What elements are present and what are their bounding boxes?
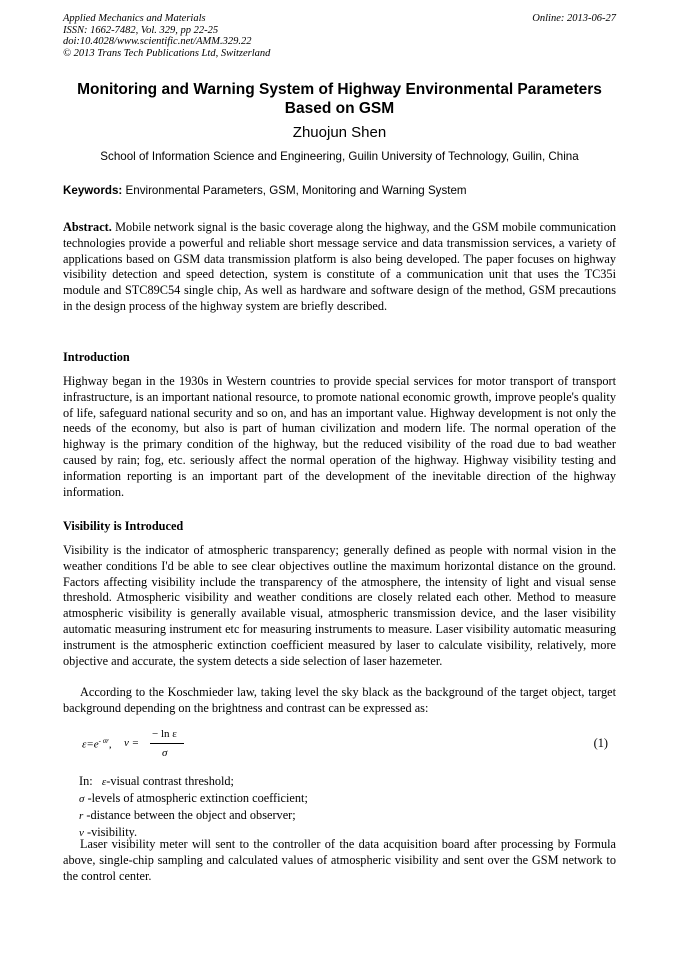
definition-text: -visibility. — [86, 825, 138, 839]
online-date: Online: 2013-06-27 — [532, 13, 616, 24]
paper-title: Monitoring and Warning System of Highway Environmental Parameters Based on GSM — [77, 81, 602, 117]
doi-line: doi:10.4028/www.scientific.net/AMM.329.22 — [63, 36, 252, 47]
journal-name: Applied Mechanics and Materials — [63, 13, 206, 24]
definition-text: -visual contrast threshold; — [106, 774, 234, 788]
author-name: Zhuojun Shen — [292, 124, 387, 141]
journal-header — [63, 13, 616, 59]
keywords-label: Keywords: — [63, 184, 123, 197]
equation-lhs-base: ε=e — [82, 738, 99, 751]
symbol-definitions — [79, 773, 616, 841]
equation-number: (1) — [593, 736, 608, 750]
equation-denominator: σ — [162, 747, 168, 759]
equation-1 — [82, 728, 616, 762]
fraction-bar — [150, 743, 184, 744]
equation-v-eq: v = — [124, 737, 140, 749]
definition-text: -distance between the object and observer; — [86, 808, 296, 822]
equation-numerator: − ln ε — [152, 728, 177, 740]
abstract — [63, 220, 616, 315]
section-heading-visibility: Visibility is Introduced — [63, 519, 184, 533]
abstract-label: Abstract. — [63, 220, 112, 234]
equation-lhs-exponent: - σr — [98, 737, 109, 745]
abstract-text: Mobile network signal is the basic coverage along the highway, and the GSM mobile communication technologies provide a powerful and reliable short message service and data transmission services, a variety of applications based on GSM data transmission platform is also being developed. The paper focuses on highway visibility detection and speed detection, system is constitute of a communication unit that uses the TC35i module and STC89C54 single chip, As well as hardware and software design of the method, GSM precautions in the design process of the highway system are briefly described. — [63, 220, 617, 313]
definition-text: -levels of atmospheric extinction coefficient; — [87, 791, 308, 805]
visibility-paragraph-1: Visibility is the indicator of atmospheric transparency; generally defined as people with normal vision in the weather conditions I'd be able to see clear objectives outline the maximum horizontal distance on the ground. Factors affecting visibility include the transparency of the atmosphere, the intensity of light and visual sense threshold. Atmospheric visibility and weather conditions are closely related each other. Method to measure atmospheric visibility is generally available visual, atmospheric transmission device, and the laser visibility automatic measuring instrument etc for measuring instruments to measure. Laser visibility automatic measuring instrument is the atmospheric extinction coefficient measured by laser to calculate visibility, relatively, more objective and accurate, the system detects a side selection of laser hazemeter. — [63, 543, 616, 668]
visibility-paragraph-3: Laser visibility meter will sent to the controller of the data acquisition board after processing by Formula above, single-chip sampling and calculated values of atmospheric visibility and sent over the GSM network to the control center. — [63, 837, 616, 883]
definition-item — [79, 790, 616, 807]
definition-item — [79, 807, 616, 824]
symbol-v: v — [79, 827, 84, 839]
section-heading-introduction: Introduction — [63, 350, 130, 364]
symbol-epsilon: ε — [101, 776, 107, 788]
equation-separator: , — [108, 738, 112, 751]
definitions-lead: In: — [79, 774, 93, 788]
visibility-paragraph-2: According to the Koschmieder law, taking level the sky black as the background of the target object, target background depending on the brightness and contrast can be expressed as: — [63, 685, 616, 715]
author-affiliation: School of Information Science and Engineering, Guilin University of Technology, Guilin, China — [100, 150, 579, 163]
issn-line: ISSN: 1662-7482, Vol. 329, pp 22-25 — [63, 24, 219, 36]
copyright-line: © 2013 Trans Tech Publications Ltd, Switzerland — [63, 47, 271, 59]
symbol-r: r — [79, 810, 84, 822]
keywords-text: Environmental Parameters, GSM, Monitoring and Warning System — [125, 184, 467, 197]
introduction-paragraph: Highway began in the 1930s in Western countries to provide special services for motor transport of transport infrastructure, is an important national resource, to promote national economic growth, improve people's quality of life, safeguard national security and so on, and has an important value. Highway development is not only the needs of the economy, but also is part of human civilization and modern life. The normal operation of the highway is the primary condition of the highway, but the reduced visibility of the road due to bad weather caused by rain; fog, etc. seriously affect the normal operation of the highway. Highway visibility testing and information reporting is an important part of the development of the inevitable direction of the highway information. — [63, 374, 616, 499]
keywords — [63, 184, 616, 198]
definition-item — [79, 773, 616, 790]
symbol-sigma: σ — [79, 793, 85, 805]
equation-lhs — [82, 737, 112, 751]
